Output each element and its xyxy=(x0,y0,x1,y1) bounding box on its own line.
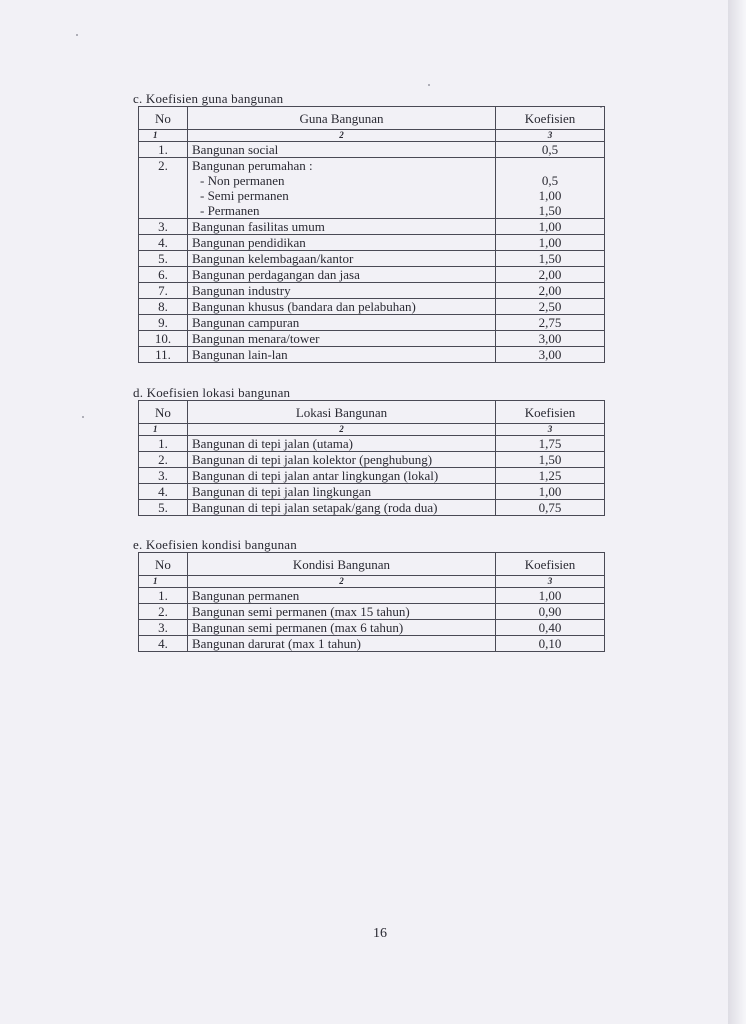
row-name: Bangunan di tepi jalan antar lingkungan (lokal) xyxy=(188,468,496,484)
row-value: 2,75 xyxy=(496,315,605,331)
row-no: 6. xyxy=(139,267,188,283)
row-name: Bangunan campuran xyxy=(188,315,496,331)
row-value: 1,50 xyxy=(496,452,605,468)
table-row xyxy=(139,267,605,283)
row-value: 0,5 xyxy=(496,142,605,158)
col-number: 3 xyxy=(496,576,605,588)
row-value: 1,00 xyxy=(496,588,605,604)
header-value: Koefisien xyxy=(496,401,605,424)
row-name: Bangunan semi permanen (max 6 tahun) xyxy=(188,620,496,636)
table-row xyxy=(139,315,605,331)
row-name: Bangunan menara/tower xyxy=(188,331,496,347)
table-row xyxy=(139,251,605,267)
row-name: Bangunan semi permanen (max 15 tahun) xyxy=(188,604,496,620)
table-row xyxy=(139,299,605,315)
section-kondisi-bangunan xyxy=(133,538,605,652)
row-name: Bangunan pendidikan xyxy=(188,235,496,251)
row-no: 10. xyxy=(139,331,188,347)
column-number-row xyxy=(139,130,605,142)
table-header-row xyxy=(139,553,605,576)
header-value: Koefisien xyxy=(496,553,605,576)
row-no: 4. xyxy=(139,235,188,251)
col-number: 1 xyxy=(139,576,188,588)
row-name: Bangunan perumahan : xyxy=(192,158,313,173)
row-value: 2,00 xyxy=(496,283,605,299)
row-value: 3,00 xyxy=(496,347,605,363)
scan-speck xyxy=(428,84,430,86)
header-value: Koefisien xyxy=(496,107,605,130)
row-name: Bangunan khusus (bandara dan pelabuhan) xyxy=(188,299,496,315)
row-no: 2. xyxy=(139,452,188,468)
row-no: 11. xyxy=(139,347,188,363)
row-value: 1,50 xyxy=(496,251,605,267)
koefisien-table xyxy=(138,400,605,516)
col-number: 2 xyxy=(188,576,496,588)
col-number: 3 xyxy=(496,130,605,142)
scan-speck xyxy=(82,416,84,418)
column-number-row xyxy=(139,576,605,588)
table-header-row xyxy=(139,107,605,130)
row-no: 3. xyxy=(139,219,188,235)
row-name: Bangunan di tepi jalan lingkungan xyxy=(188,484,496,500)
section-lokasi-bangunan xyxy=(133,386,605,516)
col-number: 3 xyxy=(496,424,605,436)
row-value: 1,75 xyxy=(496,436,605,452)
table-row xyxy=(139,331,605,347)
header-no: No xyxy=(139,401,188,424)
header-no: No xyxy=(139,553,188,576)
row-name: Bangunan permanen xyxy=(188,588,496,604)
row-value: 1,00 xyxy=(496,219,605,235)
table-row xyxy=(139,604,605,620)
row-no: 2. xyxy=(139,604,188,620)
row-name: Bangunan darurat (max 1 tahun) xyxy=(188,636,496,652)
row-name: Bangunan kelembagaan/kantor xyxy=(188,251,496,267)
header-name: Guna Bangunan xyxy=(188,107,496,130)
sub-item-value: 1,50 xyxy=(538,203,562,218)
column-number-row xyxy=(139,424,605,436)
row-value: 0,75 xyxy=(496,500,605,516)
page-number: 16 xyxy=(373,926,387,941)
table-row xyxy=(139,500,605,516)
sub-item-value: 1,00 xyxy=(538,188,562,203)
section-title: d. Koefisien lokasi bangunan xyxy=(133,385,291,400)
col-number: 2 xyxy=(188,424,496,436)
row-name: Bangunan social xyxy=(188,142,496,158)
sub-item-name: - Non permanen xyxy=(200,173,285,188)
header-no: No xyxy=(139,107,188,130)
table-row xyxy=(139,452,605,468)
table-row xyxy=(139,283,605,299)
row-no: 3. xyxy=(139,468,188,484)
row-value: 0,10 xyxy=(496,636,605,652)
header-name: Kondisi Bangunan xyxy=(188,553,496,576)
row-no: 8. xyxy=(139,299,188,315)
table-row xyxy=(139,158,605,219)
row-name: Bangunan fasilitas umum xyxy=(188,219,496,235)
section-title: e. Koefisien kondisi bangunan xyxy=(133,537,297,552)
row-no: 4. xyxy=(139,636,188,652)
col-number: 1 xyxy=(139,130,188,142)
header-name: Lokasi Bangunan xyxy=(188,401,496,424)
row-no: 9. xyxy=(139,315,188,331)
table-row xyxy=(139,436,605,452)
table-row xyxy=(139,588,605,604)
row-name: Bangunan lain-lan xyxy=(188,347,496,363)
table-row xyxy=(139,219,605,235)
sub-item-name: - Permanen xyxy=(200,203,260,218)
row-name: Bangunan di tepi jalan kolektor (penghubung) xyxy=(188,452,496,468)
col-number: 1 xyxy=(139,424,188,436)
row-no: 2. xyxy=(139,158,188,219)
row-name: Bangunan perdagangan dan jasa xyxy=(188,267,496,283)
table-row xyxy=(139,620,605,636)
col-number: 2 xyxy=(188,130,496,142)
row-no: 7. xyxy=(139,283,188,299)
row-value: 3,00 xyxy=(496,331,605,347)
row-value: 2,50 xyxy=(496,299,605,315)
row-value: 0,90 xyxy=(496,604,605,620)
row-no: 4. xyxy=(139,484,188,500)
row-name: Bangunan di tepi jalan (utama) xyxy=(188,436,496,452)
table-row xyxy=(139,347,605,363)
row-no: 3. xyxy=(139,620,188,636)
row-name: Bangunan industry xyxy=(188,283,496,299)
koefisien-table xyxy=(138,552,605,652)
row-name-group xyxy=(188,158,496,219)
row-value-group xyxy=(496,158,605,219)
table-row xyxy=(139,484,605,500)
sub-item-value: 0,5 xyxy=(541,173,559,188)
row-value: 2,00 xyxy=(496,267,605,283)
table-header-row xyxy=(139,401,605,424)
row-value: 0,40 xyxy=(496,620,605,636)
row-no: 1. xyxy=(139,436,188,452)
row-no: 5. xyxy=(139,251,188,267)
koefisien-table xyxy=(138,106,605,363)
row-no: 5. xyxy=(139,500,188,516)
scan-speck xyxy=(76,34,78,36)
page-edge-shadow xyxy=(728,0,746,1024)
table-row xyxy=(139,468,605,484)
table-row xyxy=(139,142,605,158)
section-title: c. Koefisien guna bangunan xyxy=(133,91,284,106)
row-no: 1. xyxy=(139,588,188,604)
row-value: 1,25 xyxy=(496,468,605,484)
sub-item-name: - Semi permanen xyxy=(200,188,289,203)
row-name: Bangunan di tepi jalan setapak/gang (roda dua) xyxy=(188,500,496,516)
row-value: 1,00 xyxy=(496,235,605,251)
table-row xyxy=(139,636,605,652)
row-value: 1,00 xyxy=(496,484,605,500)
section-guna-bangunan xyxy=(133,92,605,363)
row-no: 1. xyxy=(139,142,188,158)
table-row xyxy=(139,235,605,251)
